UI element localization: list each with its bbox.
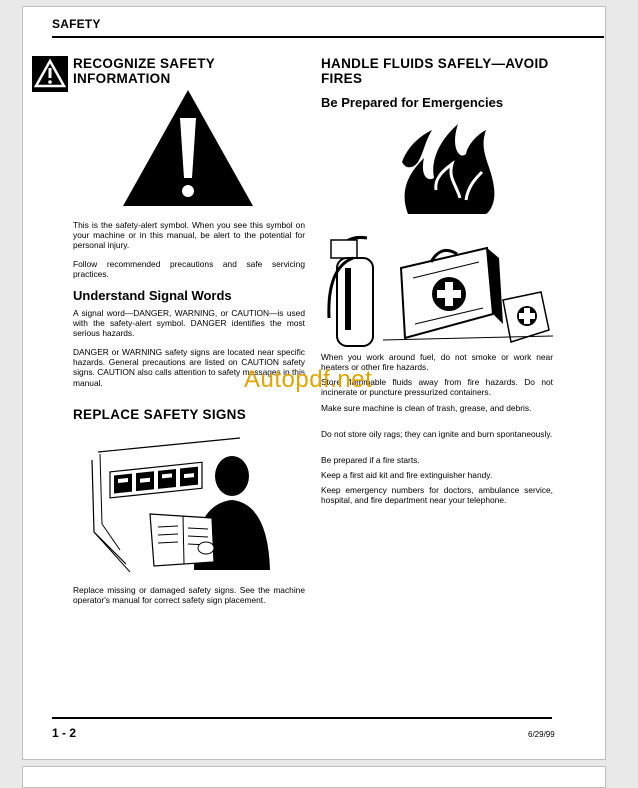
first-aid-and-extinguisher-illustration (323, 228, 555, 348)
safety-alert-tab-icon (32, 56, 68, 92)
signal-words-heading: Understand Signal Words (73, 288, 232, 303)
recognize-heading: RECOGNIZE SAFETY INFORMATION (73, 56, 215, 86)
fluids-paragraph-3: Make sure machine is clean of trash, grease, and debris. (321, 403, 532, 413)
fluids-heading: HANDLE FLUIDS SAFELY—AVOID FIRES (321, 56, 549, 86)
recognize-paragraph-2: Follow recommended precautions and safe servicing practices. (73, 259, 305, 280)
revision-date: 6/29/99 (528, 730, 555, 739)
fluids-paragraph-7: Keep emergency numbers for doctors, ambulance service, hospital, and fire department near your telephone. (321, 485, 553, 506)
signal-words-paragraph-1: A signal word—DANGER, WARNING, or CAUTION—is used with the safety-alert symbol. DANGER identifies the most serious hazards. (73, 308, 305, 339)
replace-signs-paragraph: Replace missing or damaged safety signs. See the machine operator's manual for correct safety sign placement. (73, 585, 305, 606)
fluids-paragraph-6: Keep a first aid kit and fire extinguisher handy. (321, 470, 493, 480)
fluids-paragraph-4: Do not store oily rags; they can ignite and burn spontaneously. (321, 429, 553, 439)
replace-signs-heading: REPLACE SAFETY SIGNS (73, 407, 247, 422)
section-header: SAFETY (52, 17, 101, 31)
emergencies-subheading: Be Prepared for Emergencies (321, 95, 504, 110)
replace-signs-illustration (90, 432, 310, 578)
page-number: 1 - 2 (52, 726, 77, 740)
recognize-paragraph-1: This is the safety-alert symbol. When you see this symbol on your machine or in this manual, be alert to the potential for personal injury. (73, 220, 305, 251)
signal-words-paragraph-2: DANGER or WARNING safety signs are located near specific hazards. General precautions are listed on CAUTION safety signs. CAUTION also calls attention to safety messages in this manual. (73, 347, 305, 388)
footer-rule (52, 717, 552, 719)
fluids-paragraph-2: Store flammable fluids away from fire hazards. Do not incinerate or puncture pressurized containers. (321, 377, 553, 398)
fluids-paragraph-1: When you work around fuel, do not smoke or work near heaters or other fire hazards. (321, 352, 553, 373)
watermark: Autopdf.net (244, 366, 373, 393)
fluids-paragraph-5: Be prepared if a fire starts. (321, 455, 420, 465)
next-page-edge (22, 766, 606, 788)
flame-icon (394, 118, 500, 216)
safety-alert-symbol-icon (122, 88, 254, 208)
header-rule (52, 36, 604, 38)
